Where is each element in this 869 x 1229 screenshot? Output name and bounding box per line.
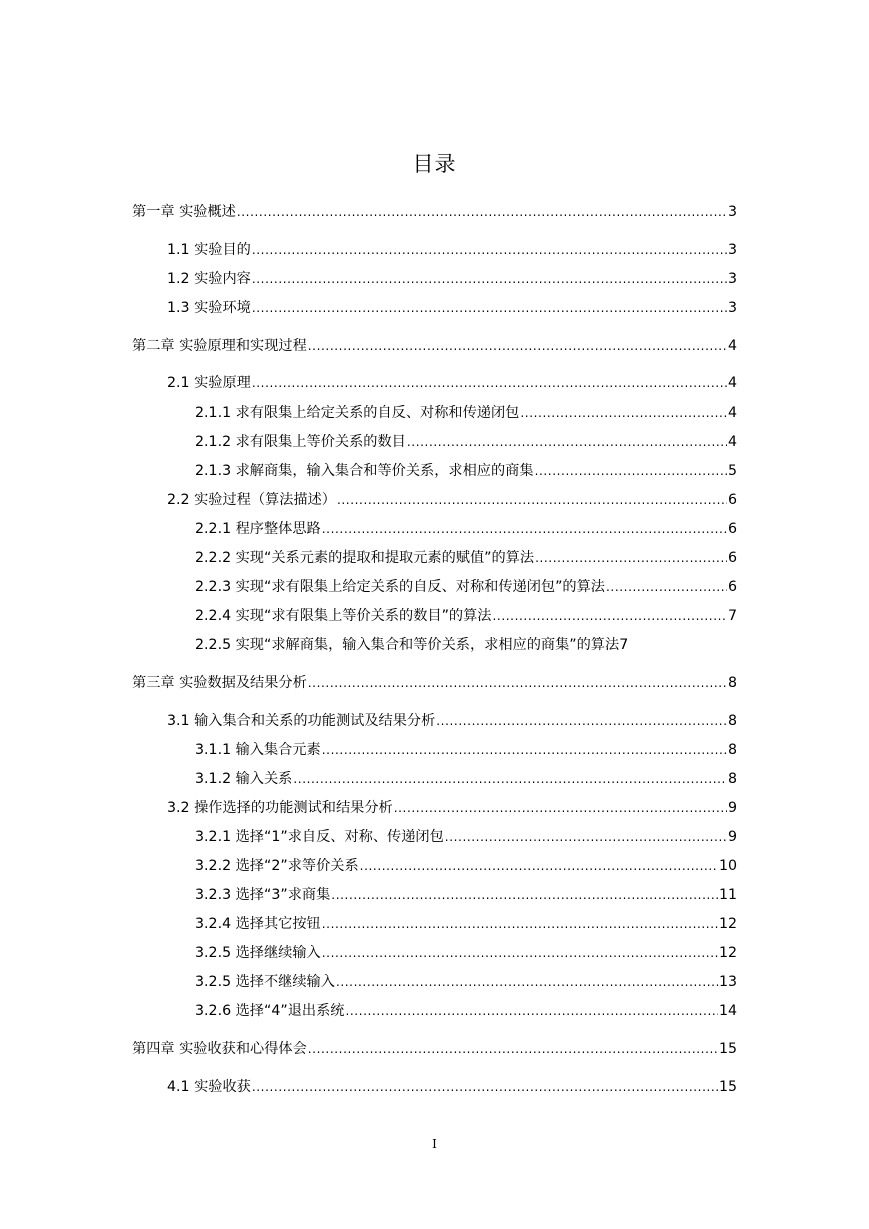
toc-entry-page: 6	[727, 521, 737, 537]
toc-entry-3-1[interactable]	[167, 711, 737, 731]
toc-entry-page: 9	[727, 800, 737, 816]
toc-entry-chapter-2[interactable]	[132, 336, 737, 356]
toc-leader-dots	[252, 1077, 718, 1097]
toc-entry-2-2-1[interactable]	[195, 519, 737, 539]
page-number-footer: I	[432, 1137, 437, 1151]
toc-leader-dots	[308, 673, 727, 693]
toc-entry-chapter-3[interactable]	[132, 673, 737, 693]
toc-entry-3-2-5-a[interactable]	[195, 943, 737, 963]
toc-leader-dots	[336, 972, 718, 992]
toc-entry-label: 第二章 实验原理和实现过程	[132, 338, 307, 354]
toc-entry-3-2-5-b[interactable]	[195, 972, 737, 992]
toc-entry-page: 4	[727, 405, 737, 421]
toc-entry-page: 6	[727, 492, 737, 508]
toc-entry-3-1-2[interactable]	[195, 769, 737, 789]
toc-entry-page: 9	[727, 829, 737, 845]
toc-leader-dots	[322, 519, 727, 539]
toc-leader-dots	[252, 269, 727, 289]
toc-leader-dots	[520, 403, 727, 423]
toc-entry-page: 5	[727, 463, 737, 479]
toc-entry-page: 4	[727, 338, 737, 354]
toc-entry-page: 4	[727, 434, 737, 450]
toc-entry-page: 15	[718, 1079, 737, 1095]
toc-entry-label: 3.2.6 选择“4”退出系统	[195, 1003, 345, 1019]
toc-entry-label: 1.2 实验内容	[167, 271, 251, 287]
toc-entry-label: 3.2.4 选择其它按钮	[195, 916, 321, 932]
toc-entry-page: 13	[718, 974, 737, 990]
toc-entry-2-1-1[interactable]	[195, 403, 737, 423]
toc-entry-3-2-6[interactable]	[195, 1001, 737, 1021]
toc-entry-1-2[interactable]	[167, 269, 737, 289]
toc-entry-page: 8	[727, 771, 737, 787]
toc-entry-3-2[interactable]	[167, 798, 737, 818]
toc-entry-page: 3	[727, 204, 737, 220]
toc-entry-3-2-1[interactable]	[195, 827, 737, 847]
toc-leader-dots	[606, 577, 727, 597]
toc-entry-label: 3.1.2 输入关系	[195, 771, 293, 787]
toc-entry-label: 3.1 输入集合和关系的功能测试及结果分析	[167, 713, 436, 729]
toc-entry-label: 3.1.1 输入集合元素	[195, 742, 321, 758]
toc-entry-2-2-3[interactable]	[195, 577, 737, 597]
toc-entry-chapter-1[interactable]	[132, 202, 737, 222]
toc-leader-dots	[331, 885, 718, 905]
toc-entry-label: 3.2.3 选择“3”求商集	[195, 887, 331, 903]
toc-leader-dots	[308, 336, 727, 356]
toc-entry-label: 3.2.5 选择继续输入	[195, 945, 321, 961]
toc-leader-dots	[252, 373, 727, 393]
toc-entry-page: 8	[727, 742, 737, 758]
toc-leader-dots	[337, 490, 727, 510]
toc-leader-dots	[493, 606, 727, 626]
toc-leader-dots	[436, 711, 727, 731]
toc-entry-page: 3	[727, 271, 737, 287]
toc-entry-page: 11	[718, 887, 737, 903]
toc-entry-page: 12	[718, 945, 737, 961]
toc-entry-label: 3.2.5 选择不继续输入	[195, 974, 335, 990]
toc-entry-page: 10	[718, 858, 737, 874]
toc-entry-label: 第三章 实验数据及结果分析	[132, 675, 307, 691]
toc-entry-page: 14	[718, 1003, 737, 1019]
toc-entry-3-2-4[interactable]	[195, 914, 737, 934]
toc-leader-dots	[322, 740, 727, 760]
toc-entry-1-1[interactable]	[167, 240, 737, 260]
toc-entry-label: 2.1.1 求有限集上给定关系的自反、对称和传递闭包	[195, 405, 520, 421]
toc-entry-label: 2.1.3 求解商集，输入集合和等价关系，求相应的商集	[195, 463, 534, 479]
toc-entry-chapter-4[interactable]	[132, 1039, 737, 1059]
toc-entry-label: 3.2.1 选择“1”求自反、对称、传递闭包	[195, 829, 444, 845]
toc-entry-label: 2.1 实验原理	[167, 375, 251, 391]
toc-entry-3-2-2[interactable]	[195, 856, 737, 876]
toc-entry-1-3[interactable]	[167, 298, 737, 318]
toc-entry-page: 15	[718, 1041, 737, 1057]
toc-leader-dots	[293, 769, 727, 789]
toc-leader-dots	[535, 548, 727, 568]
toc-entry-label: 4.1 实验收获	[167, 1079, 251, 1095]
toc-entry-label: 2.2.2 实现“关系元素的提取和提取元素的赋值”的算法	[195, 550, 535, 566]
toc-leader-dots	[360, 856, 718, 876]
toc-leader-dots	[394, 798, 727, 818]
toc-leader-dots	[322, 943, 718, 963]
toc-entry-page: 6	[727, 550, 737, 566]
toc-entry-label: 第一章 实验概述	[132, 204, 236, 220]
toc-entry-2-2[interactable]	[167, 490, 737, 510]
toc-leader-dots	[237, 202, 727, 222]
toc-leader-dots	[322, 914, 718, 934]
toc-entry-label: 2.2.1 程序整体思路	[195, 521, 321, 537]
toc-entry-3-2-3[interactable]	[195, 885, 737, 905]
toc-entry-2-2-5[interactable]	[195, 635, 737, 655]
toc-leader-dots	[445, 827, 727, 847]
toc-leader-dots	[252, 240, 727, 260]
toc-entry-2-2-4[interactable]	[195, 606, 737, 626]
toc-leader-dots	[252, 298, 727, 318]
toc-entry-page: 3	[727, 242, 737, 258]
toc-entry-page: 8	[727, 713, 737, 729]
toc-entry-page: 8	[727, 675, 737, 691]
toc-entry-label: 2.2.5 实现“求解商集，输入集合和等价关系，求相应的商集”的算法	[195, 637, 620, 653]
toc-title: 目录	[412, 152, 457, 176]
toc-entry-label: 第四章 实验收获和心得体会	[132, 1041, 307, 1057]
toc-entry-4-1[interactable]	[167, 1077, 737, 1097]
toc-leader-dots	[345, 1001, 717, 1021]
toc-entry-2-1-3[interactable]	[195, 461, 737, 481]
toc-entry-page: 7	[727, 608, 737, 624]
toc-entry-page: 4	[727, 375, 737, 391]
toc-entry-2-1-2[interactable]	[195, 432, 737, 452]
toc-entry-label: 1.3 实验环境	[167, 300, 251, 316]
toc-entry-label: 3.2 操作选择的功能测试和结果分析	[167, 800, 393, 816]
toc-entry-page: 7	[619, 637, 629, 653]
toc-entry-2-2-2[interactable]	[195, 548, 737, 568]
toc-entry-page: 6	[727, 579, 737, 595]
toc-entry-label: 2.2 实验过程（算法描述）	[167, 492, 336, 508]
toc-entry-label: 2.2.4 实现“求有限集上等价关系的数目”的算法	[195, 608, 492, 624]
toc-leader-dots	[535, 461, 727, 481]
toc-entry-page: 12	[718, 916, 737, 932]
toc-entry-label: 3.2.2 选择“2”求等价关系	[195, 858, 359, 874]
toc-entry-3-1-1[interactable]	[195, 740, 737, 760]
toc-entry-label: 2.2.3 实现“求有限集上给定关系的自反、对称和传递闭包”的算法	[195, 579, 605, 595]
toc-entry-2-1[interactable]	[167, 373, 737, 393]
toc-entry-label: 2.1.2 求有限集上等价关系的数目	[195, 434, 406, 450]
toc-leader-dots	[308, 1039, 718, 1059]
toc-entry-page: 3	[727, 300, 737, 316]
toc-leader-dots	[407, 432, 727, 452]
toc-entry-label: 1.1 实验目的	[167, 242, 251, 258]
